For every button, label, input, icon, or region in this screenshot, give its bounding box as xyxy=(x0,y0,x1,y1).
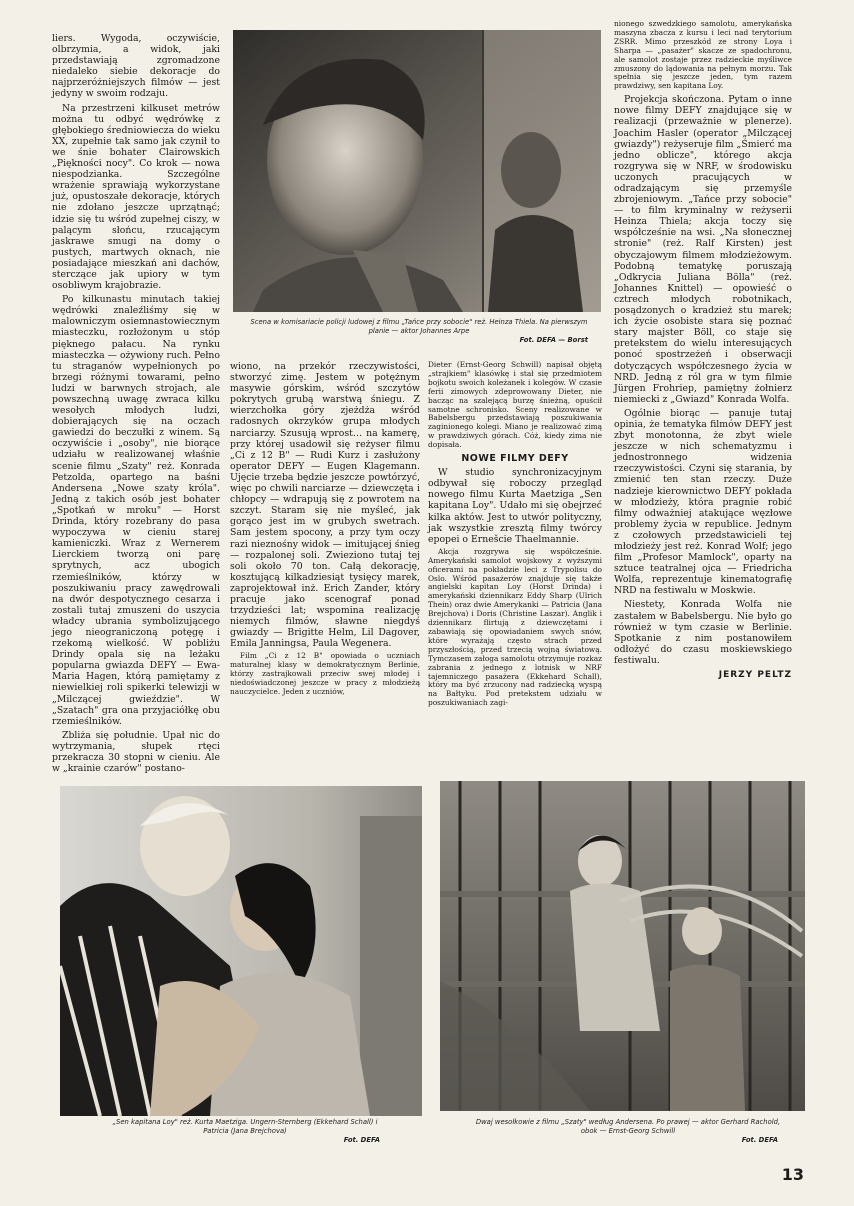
caption-top-photo xyxy=(240,318,598,345)
paragraph: liers. Wygoda, oczywiście, olbrzymia, a widok, jaki przedstawiają zgromadzone niedaleko siebie dekoracje do najprzeróżniejszych filmów — jest jedyny w swoim rodzaju. xyxy=(52,33,220,100)
paragraph: W studio synchronizacyjnym odbywał się roboczy przegląd nowego filmu Kurta Maetziga „Sen kapitana Loy". Udało mi się obejrzeć kilka aktów. Jest to utwór polityczny, jak wszystkie zresztą filmy twórcy epopei o Ernešcie Thaelmannie. xyxy=(428,467,602,545)
paragraph: wiono, na przekór rzeczywistości, stworzyć zimę. Jestem w potężnym masywie górskim, wśród szczytów pokrytych grubą warstwą śniegu. Z wierzchołka góry zjeżdża wśród radosnych okrzyków grupa młodych narciarzy. Szusują wprost… na kamerę, przy której usadowił się reżyser filmu „Ci z 12 B" — Rudi Kurz i zasłużony operator DEFY — Eugen Klagemann. Ujęcie trzeba będzie jeszcze powtórzyć, więc po chwili narciarze — dziewczęta i chłopcy — wdrapują się z powrotem na szczyt. Staram się nie myśleć, jak gorąco jest im w grubych swetrach. Sam jestem spocony, a przy tym oczy razi nieznośny widok — imitującej śnieg — rozpalonej soli. Zwieziono tutaj tej soli około 70 ton. Całą dekorację, kosztującą kilkadziesiąt tysięcy marek, zaprojektował inż. Erich Zander, który pracuje jako scenograf ponad trzydzieści lat; wspomina realizację niemych filmów, sławne niegdyś gwiazdy — Brigitte Helm, Lil Dagover, Emila Janningsa, Paula Wegenera. xyxy=(230,361,420,650)
photo-image xyxy=(60,786,422,1116)
author-signature: JERZY PELTZ xyxy=(718,670,792,681)
paragraph: Na przestrzeni kilkuset metrów można tu odbyć wędrówkę z głębokiego średniowiecza do wieku XX, zupełnie tak samo jak czynił to we śnie bohater Clairowskich „Piękności nocy". Co krok — nowa niespodzianka. Szczególne wrażenie sprawiają wykorzystane już, opustoszałe dekoracje, których nie zdołano jeszcze uprzątnąć; idzie się tu wśród zupełnej ciszy, w palącym słońcu, rzucającym jaskrawe smugi na domy o pustych, martwych oknach, nie posiadające mieszkań ani dachów, sterczące jak upiory w tym osobliwym krajobrazie. xyxy=(52,102,220,292)
paragraph: Zbliża się południe. Upał nic do wytrzymania, słupek rtęci przekracza 30 stopni w cieniu. Ale w „krainie czarów" postano- xyxy=(52,729,220,775)
caption-bottom-right xyxy=(468,1118,788,1145)
article-column-middle-a xyxy=(230,361,420,700)
photo-sen-kapitana-loy xyxy=(60,786,422,1116)
caption-text: „Sen kapitana Loy" reż. Kurta Maetziga. Ungern-Sternberg (Ekkehard Schall) i Patricia (Jana Brejchova) xyxy=(112,1118,378,1135)
paragraph-small: Film „Ci z 12 B" opowiada o uczniach maturalnej klasy w demokratycznym Berlinie, którzy zastrajkowali przeciw swej młodej i niedoświadczonej jeszcze w pracy z młodzieżą nauczycielce. Jeden z uczniów, xyxy=(230,651,420,697)
article-column-middle-b xyxy=(428,361,602,711)
paragraph-small: Dieter (Ernst-Georg Schwill) napisał objętą „strajkiem" klasówkę i stał się przedmiotem bojkotu swoich koleżanek i kolegów. W czasie ferii zimowych zdeprowowany Dieter, nie bacząc na szalejącą burzę śnieżną, opuścił samotne schronisko. Sceny realizowane w Babelsbergu przedstawiają poszukiwania zaginionego kolegi. Miano je realizować zimą w prawdziwych górach. Cóż, kiedy zima nie dopisała. xyxy=(428,360,602,450)
page-number: 13 xyxy=(781,1165,804,1184)
caption-bottom-left xyxy=(100,1118,390,1145)
paragraph-small: nionego szwedzkiego samolotu, amerykańska maszyna zbacza z kursu i leci nad terytorium ZSRR. Mimo przeszkód ze strony Loya i Sharpa — „pasażer" skacze ze spadochronu, ale samolot zostaje przez radzieckie myśliwce zmuszony do lądowania na pełnym morzu. Tak spełnia się jeszcze jeden, tym razem prawdziwy, sen kapitana Loy. xyxy=(614,19,792,91)
article-column-left xyxy=(52,33,220,777)
photo-image xyxy=(233,30,601,312)
paragraph-small: Akcja rozgrywa się współcześnie. Amerykański samolot wojskowy z wyższymi oficerami na pokładzie leci z Trypolisu do Oslo. Wśród pasażerów znajduje się także angielski kapitan Loy (Horst Drinda) i amerykański dziennikarz Eddy Sharp (Ulrich Thein) oraz dwie Amerykanki — Patricia (Jana Brejchova) i Doris (Christine Laszar). Anglik i dziennikarz flirtują z dziewczętami i zabawiają się opowiadaniem swych snów, które wyrażają często strach przed przyszłością, przed trzecią wojną światową. Tymczasem załoga samolotu otrzymuje rozkaz zabrania z jednego z lotnisk w NRF tajemniczego pasażera (Ekkehard Schall), który ma być zrzucony nad radziecką wyspą na Bałtyku. Pod pretekstem udziału w poszukiwaniach zagi- xyxy=(428,546,602,708)
caption-text: Scena w komisariacie policji ludowej z filmu „Tańce przy sobocie" reż. Heinza Thiela. Na pierwszym planie — aktor Johannes Arpe xyxy=(250,318,588,335)
photo-police-station-scene xyxy=(233,30,601,312)
article-column-right xyxy=(614,20,792,681)
photo-image xyxy=(440,781,805,1111)
caption-text: Dwaj wesołkowie z filmu „Szaty" według Andersena. Po prawej — aktor Gerhard Rachold, obok — Ernst-Georg Schwill xyxy=(475,1118,781,1135)
section-heading: NOWE FILMY DEFY xyxy=(461,453,569,465)
paragraph: Po kilkunastu minutach takiej wędrówki znaleźliśmy się w malowniczym osiemnastowiecznym miasteczku, rozłożonym u stóp pięknego pałacu. Na rynku miasteczka — ożywiony ruch. Pełno tu straganów wypełnionych po brzegi różnymi towarami, pełno ludzi w barwnych strojach, ale powszechną uwagę zwraca kilku wesołych młodych ludzi, dobierających się na oczach gawiedzi do beczułki z winem. Są oczywiście i „osoby", nie biorące udziału w realizowanej właśnie scenie filmu „Szaty" reż. Konrada Petzolda, opartego na baśni Andersena „Nowe szaty króla". Jedną z takich osób jest bohater „Spotkań w mroku" — Horst Drinda, który rozebrany do pasa wypoczywa w cieniu starej kamieniczki. Wraz z Wernerem Lierckiem tworzą oni parę sprytnych, acz ubogich rzemieślników, którzy w poszukiwaniu pracy zawędrowali na dwór despotycznego cesarza i zostali tutaj zmuszeni do uszycia władcy ubrania symbolizującego jego nieograniczoną potęgę i rzekomą wielkość. W pobliżu Drindy opala się na leżaku popularna gwiazda DEFY — Ewa-Maria Hagen, którą pamiętamy z niewielkiej roli spikerki telewizji w „Milczącej gwieździe". W „Szatach" gra ona przyjaciółkę obu rzemieślników. xyxy=(52,294,220,727)
paragraph: Niestety, Konrada Wolfa nie zastałem w Babelsbergu. Nie było go również w tym czasie w Berlinie. Spotkanie z nim postanowiłem odłożyć do czasu moskiewskiego festiwalu. xyxy=(614,599,792,666)
paragraph: Ogólnie biorąc — panuje tutaj opinia, że tematyka filmów DEFY jest zbyt monotonna, że zbyt wiele jeszcze w nich schematyzmu i jednostronnego widzenia rzeczywistości. Czyni się starania, by zmienić ten stan rzeczy. Duże nadzieje kierownictwo DEFY pokłada w młodzieży, która pragnie robić filmy odważniej atakujące węzłowe problemy życia w republice. Jednym z czołowych przedstawicieli tej młodzieży jest reż. Konrad Wolf; jego film „Profesor Mamlock", oparty na sztuce teatralnej ojca — Friedricha Wolfa, reprezentuje kinematografię NRD na festiwalu w Moskwie. xyxy=(614,407,792,597)
paragraph: Projekcja skończona. Pytam o inne nowe filmy DEFY znajdujące się w realizacji (przeważnie w plenerze). Joachim Hasler (operator „Milczącej gwiazdy") reżyseruje film „Śmierć ma jedno oblicze", którego akcja rozgrywa się w NRF, w środowisku uczonych pracujących w odradzającym się przemyśle zbrojeniowym. „Tańce przy sobocie" — to film kryminalny w reżyserii Heinza Thiela; akcja toczy się współcześnie na wsi. „Na słonecznej stronie" (reż. Ralf Kirsten) jest obyczajowym filmem młodzieżowym. Podobną tematykę poruszają „Odkrycia Juliana Bölla" (reż. Johannes Knittel) — opowieść o cztrech młodych robotnikach, posądzonych o kradzież stu marek; ich życie osobiste stara się poznać stary majster Böll, co staje się pretekstem do wielu interesujących ponoć spostrzeżeń i obserwacji dotyczących współczesnego życia w NRD. Jedną z ról gra w tym filmie Jürgen Frohriep, pamiętny żołnierz niemiecki z „Gwiazd" Konrada Wolfa. xyxy=(614,94,792,405)
photo-credit: Fot. DEFA — Borst xyxy=(519,336,588,344)
photo-credit: Fot. DEFA xyxy=(343,1136,380,1144)
photo-szaty xyxy=(440,781,805,1111)
photo-credit: Fot. DEFA xyxy=(741,1136,778,1144)
